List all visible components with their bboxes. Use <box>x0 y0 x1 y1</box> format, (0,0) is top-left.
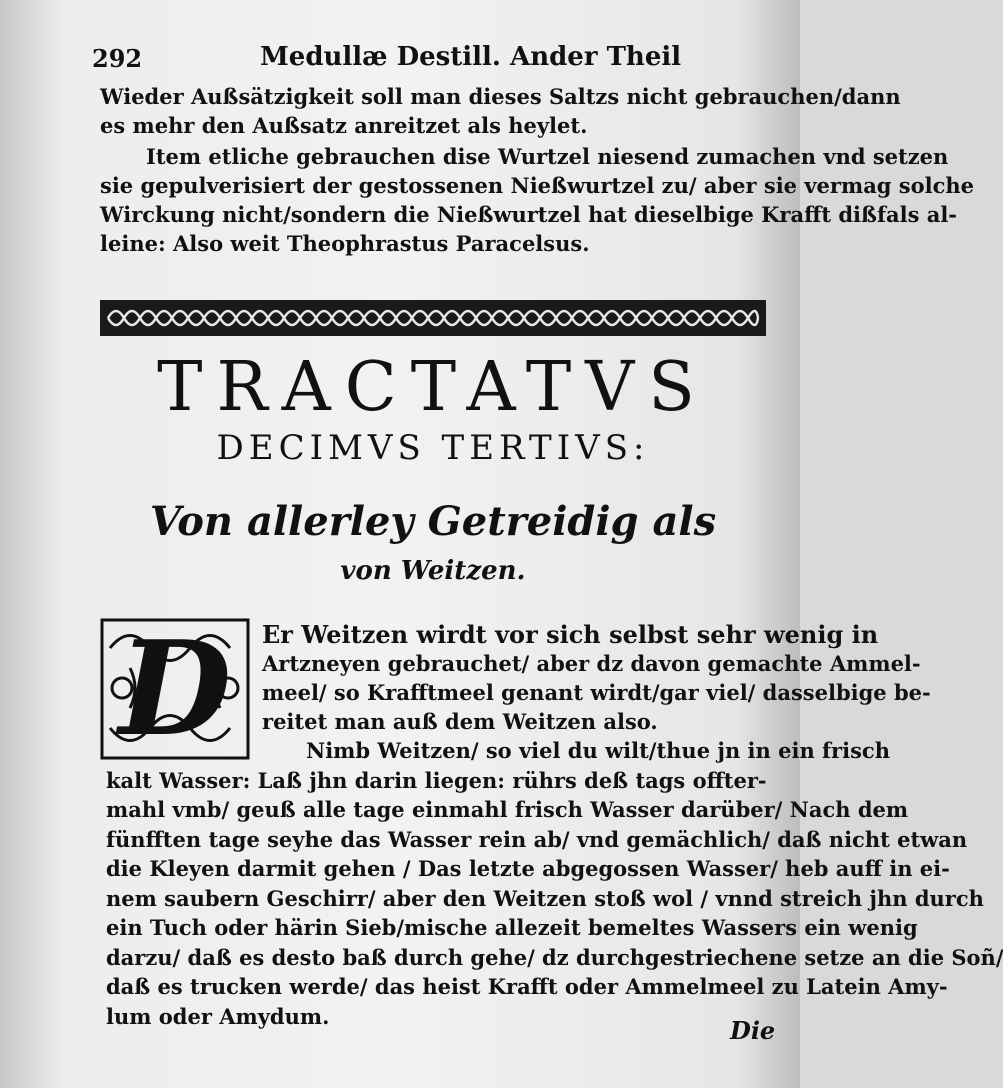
text-line: meel/ so Krafftmeel genant wirdt/gar viel/ dasselbige be- <box>262 680 931 705</box>
paragraph-2 <box>100 142 975 258</box>
body-first-lines <box>262 620 931 736</box>
text-line: Wieder Außsätzigkeit soll man dieses Saltzs nicht gebrauchen/dann <box>100 84 901 109</box>
text-line: mahl vmb/ geuß alle tage einmahl frisch Wasser darüber/ Nach dem <box>106 797 909 822</box>
text-line: Er Weitzen wirdt vor sich selbst sehr wenig in <box>262 620 879 649</box>
paragraph-1 <box>100 82 901 140</box>
text-line: daß es trucken werde/ das heist Krafft oder Ammelmeel zu Latein Amy- <box>106 974 948 999</box>
text-line: Artzneyen gebrauchet/ aber dz davon gemachte Ammel- <box>262 651 921 676</box>
text-line: fünfften tage seyhe das Wasser rein ab/ vnd gemächlich/ daß nicht etwan <box>106 826 968 852</box>
text-line: reitet man auß dem Weitzen also. <box>262 709 658 734</box>
page-number: 292 <box>92 44 143 73</box>
text-line: Item etliche gebrauchen dise Wurtzel niesend zumachen vnd setzen <box>146 144 949 169</box>
catchword: Die <box>730 1016 776 1045</box>
tract-subtitle: DECIMVS TERTIVS: <box>216 428 650 468</box>
text-line: nem saubern Geschirr/ aber den Weitzen stoß wol / vnnd streich jhn durch <box>106 885 984 911</box>
ornament-border <box>100 298 766 338</box>
body-paragraph <box>106 736 1003 1031</box>
text-line: kalt Wasser: Laß jhn darin liegen: rührs deß tags offter- <box>106 767 767 793</box>
text-line: lum oder Amydum. <box>106 1003 330 1029</box>
running-title: Medullæ Destill. Ander Theil <box>260 42 682 72</box>
page-header <box>92 40 772 76</box>
section-subheading: von Weitzen. <box>340 556 526 586</box>
text-line: Nimb Weitzen/ so viel du wilt/thue jn in ein frisch <box>306 738 890 763</box>
section-heading: Von allerley Getreidig als <box>149 498 717 545</box>
text-line: sie gepulverisiert der gestossenen Nießwurtzel zu/ aber sie vermag solche <box>100 173 975 198</box>
text-line: es mehr den Außsatz anreitzet als heylet. <box>100 113 588 138</box>
text-line: ein Tuch oder härin Sieb/mische allezeit bemeltes Wassers ein wenig <box>106 915 918 940</box>
text-line: Wirckung nicht/sondern die Nießwurtzel hat dieselbige Krafft dißfals al- <box>100 202 958 227</box>
text-line: darzu/ daß es desto baß durch gehe/ dz durchgestriechene setze an die Soñ/ <box>106 944 1003 970</box>
text-line: leine: Also weit Theophrastus Paracelsus. <box>100 231 590 256</box>
drop-cap-letter: D <box>118 612 232 765</box>
text-line: die Kleyen darmit gehen / Das letzte abgegossen Wasser/ heb auff in ei- <box>106 856 950 881</box>
tract-title: TRACTATVS <box>157 348 709 427</box>
